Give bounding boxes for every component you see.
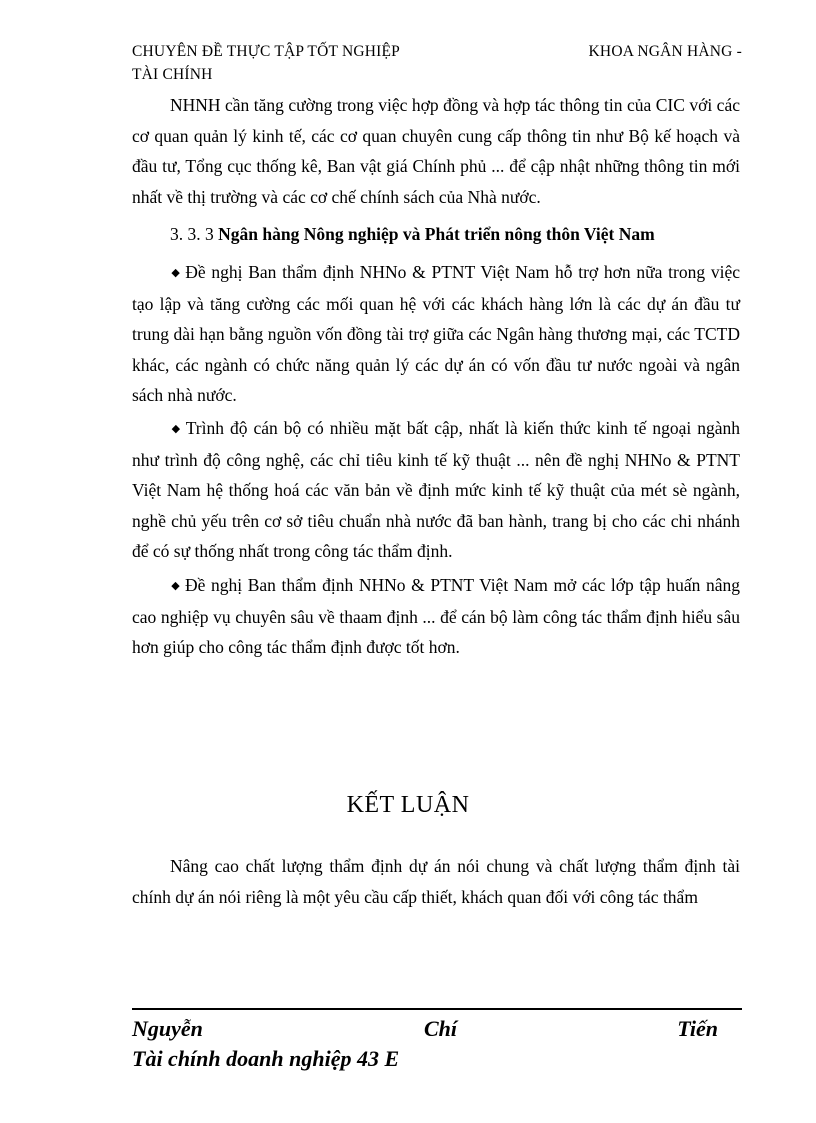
bullet-item-3-text: Đề nghị Ban thẩm định NHNo & PTNT Việt Nam mở các lớp tập huấn nâng cao nghiệp vụ chuyên sâu về thaam định ... để cán bộ làm công tác thẩm định hiểu sâu hơn giúp cho công tác thẩm định được tốt hơn. [132, 575, 740, 657]
author-class: Tài chính doanh nghiệp 43 E [132, 1046, 400, 1071]
conclusion-paragraph [132, 851, 740, 912]
header-faculty: KHOA NGÂN HÀNG - [588, 43, 742, 60]
bullet-item-1 [132, 257, 740, 411]
header-title-continued: TÀI CHÍNH [132, 66, 213, 83]
footer-divider [132, 1008, 742, 1010]
section-heading [170, 222, 655, 246]
bullet-item-3 [132, 570, 740, 663]
author-last-name: Tiến [677, 1016, 718, 1041]
diamond-bullet-icon: ◆ [170, 423, 182, 435]
conclusion-paragraph-text: Nâng cao chất lượng thẩm định dự án nói chung và chất lượng thẩm định tài chính dự án nói riêng là một yêu cầu cấp thiết, khách quan đối với công tác thẩm [132, 856, 740, 907]
bullet-item-2-text: Trình độ cán bộ có nhiều mặt bất cập, nhất là kiến thức kinh tế ngoại ngành như trình độ công nghệ, các chỉ tiêu kinh tế kỹ thuật ... nên đề nghị NHNo & PTNT Việt Nam hệ thống hoá các văn bản về định mức kinh tế kỹ thuật của mét sè ngành, nghề chủ yếu trên cơ sở tiêu chuẩn nhà nước đã ban hành, trang bị cho các chi nhánh để có sự thống nhất trong công tác thẩm định. [132, 418, 740, 561]
paragraph-cic [132, 90, 740, 212]
bullet-item-1-text: Đề nghị Ban thẩm định NHNo & PTNT Việt Nam hỗ trợ hơn nữa trong việc tạo lập và tăng cường các mối quan hệ với các khách hàng lớn là các dự án đầu tư trung dài hạn bằng nguồn vốn đồng tài trợ giữa các Ngân hàng thương mại, các TCTD khác, các ngành có chức năng quản lý các dự án có vốn đầu tư nước ngoài và ngân sách nhà nước. [132, 262, 740, 405]
bullet-item-2 [132, 413, 740, 567]
diamond-bullet-icon: ◆ [170, 267, 182, 279]
section-title: Ngân hàng Nông nghiệp và Phát triển nông thôn Việt Nam [218, 224, 655, 244]
diamond-bullet-icon: ◆ [170, 580, 181, 592]
paragraph-cic-text: NHNH cần tăng cường trong việc hợp đồng và hợp tác thông tin của CIC với các cơ quan quản lý kinh tế, các cơ quan chuyên cung cấp thông tin như Bộ kế hoạch và đầu tư, Tổng cục thống kê, Ban vật giá Chính phủ ... để cập nhật những thông tin mới nhất về thị trường và các cơ chế chính sách của Nhà nước. [132, 95, 740, 207]
author-first-name: Nguyễn [132, 1016, 203, 1041]
section-number: 3. 3. 3 [170, 224, 214, 244]
conclusion-title: KẾT LUẬN [346, 792, 470, 818]
header-title: CHUYÊN ĐỀ THỰC TẬP TỐT NGHIỆP [132, 43, 400, 60]
page-footer [132, 1014, 718, 1074]
author-middle-name: Chí [424, 1016, 458, 1041]
